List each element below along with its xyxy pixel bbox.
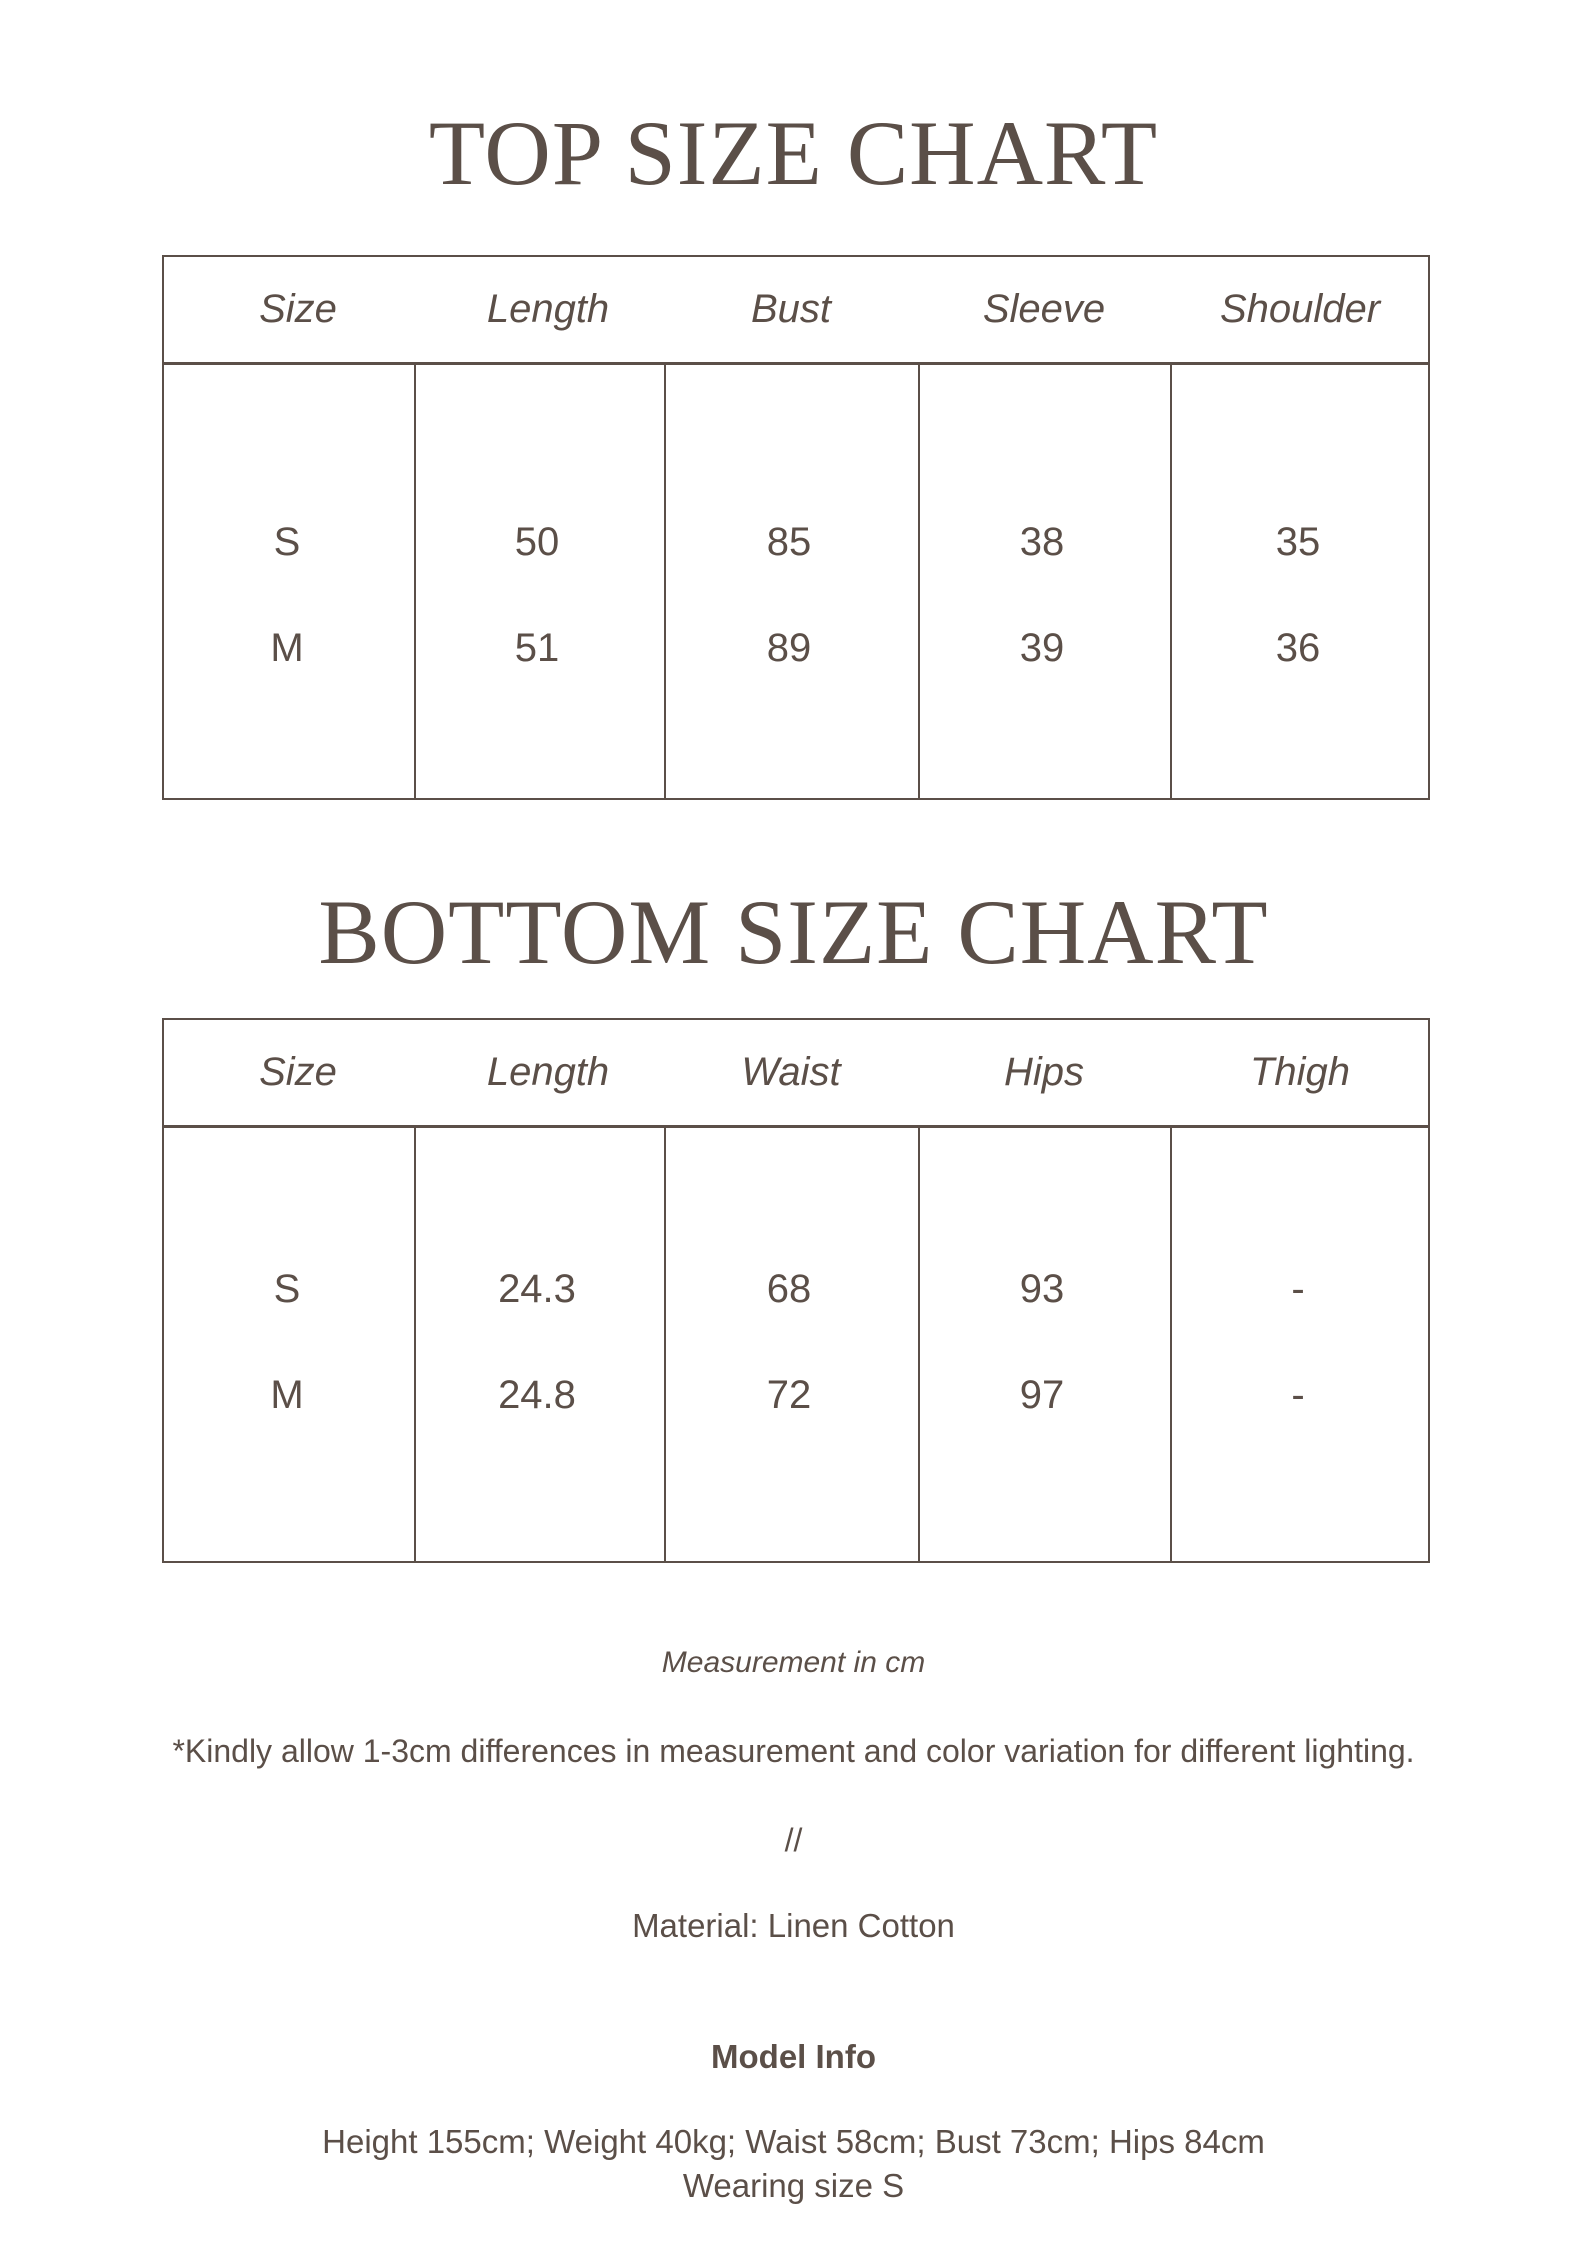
top-cell-shoulder-s: 35 — [1275, 520, 1321, 564]
bottom-header-thigh: Thigh — [1249, 1050, 1351, 1094]
bottom-cell-hips-m: 97 — [1019, 1373, 1065, 1417]
bottom-table-header-row — [164, 1020, 1428, 1128]
allowance-note: *Kindly allow 1-3cm differences in measurement and color variation for different lighting. — [172, 1733, 1415, 1769]
bottom-cell-size-s: S — [273, 1267, 301, 1311]
material-note: Material: Linen Cotton — [632, 1907, 955, 1944]
column-divider — [664, 1128, 666, 1561]
bottom-cell-length-s: 24.3 — [498, 1267, 576, 1311]
top-cell-sleeve-s: 38 — [1019, 520, 1065, 564]
top-header-bust: Bust — [750, 287, 832, 331]
column-divider — [918, 1128, 920, 1561]
bottom-cell-thigh-s: - — [1291, 1267, 1305, 1311]
top-cell-size-m: M — [270, 626, 304, 670]
model-wearing-size: Wearing size S — [682, 2167, 905, 2204]
top-cell-length-s: 50 — [514, 520, 560, 564]
bottom-cell-waist-m: 72 — [766, 1373, 812, 1417]
measurement-unit-note: Measurement in cm — [661, 1646, 926, 1679]
column-divider — [1170, 1128, 1172, 1561]
top-header-size: Size — [259, 287, 337, 331]
bottom-header-size: Size — [259, 1050, 337, 1094]
top-cell-sleeve-m: 39 — [1019, 626, 1065, 670]
column-divider — [414, 365, 416, 798]
top-cell-length-m: 51 — [514, 626, 560, 670]
column-divider — [1170, 365, 1172, 798]
bottom-cell-hips-s: 93 — [1019, 1267, 1065, 1311]
bottom-cell-thigh-m: - — [1291, 1373, 1305, 1417]
top-size-chart-title: TOP SIZE CHART — [428, 102, 1159, 204]
top-header-shoulder: Shoulder — [1219, 287, 1381, 331]
column-divider — [664, 365, 666, 798]
bottom-cell-length-m: 24.8 — [498, 1373, 576, 1417]
bottom-header-length: Length — [486, 1050, 610, 1094]
top-cell-size-s: S — [273, 520, 301, 564]
bottom-header-hips: Hips — [1003, 1050, 1085, 1094]
column-divider — [414, 1128, 416, 1561]
bottom-size-chart-title: BOTTOM SIZE CHART — [318, 881, 1269, 983]
model-stats: Height 155cm; Weight 40kg; Waist 58cm; Bust 73cm; Hips 84cm — [322, 2123, 1265, 2160]
bottom-cell-waist-s: 68 — [766, 1267, 812, 1311]
top-header-sleeve: Sleeve — [982, 287, 1106, 331]
top-header-length: Length — [486, 287, 610, 331]
bottom-cell-size-m: M — [270, 1373, 304, 1417]
top-cell-bust-m: 89 — [766, 626, 812, 670]
separator: // — [784, 1822, 803, 1858]
top-cell-bust-s: 85 — [766, 520, 812, 564]
bottom-header-waist: Waist — [741, 1050, 841, 1094]
top-table-header-row — [164, 257, 1428, 365]
column-divider — [918, 365, 920, 798]
model-info-heading: Model Info — [711, 2038, 876, 2075]
top-cell-shoulder-m: 36 — [1275, 626, 1321, 670]
